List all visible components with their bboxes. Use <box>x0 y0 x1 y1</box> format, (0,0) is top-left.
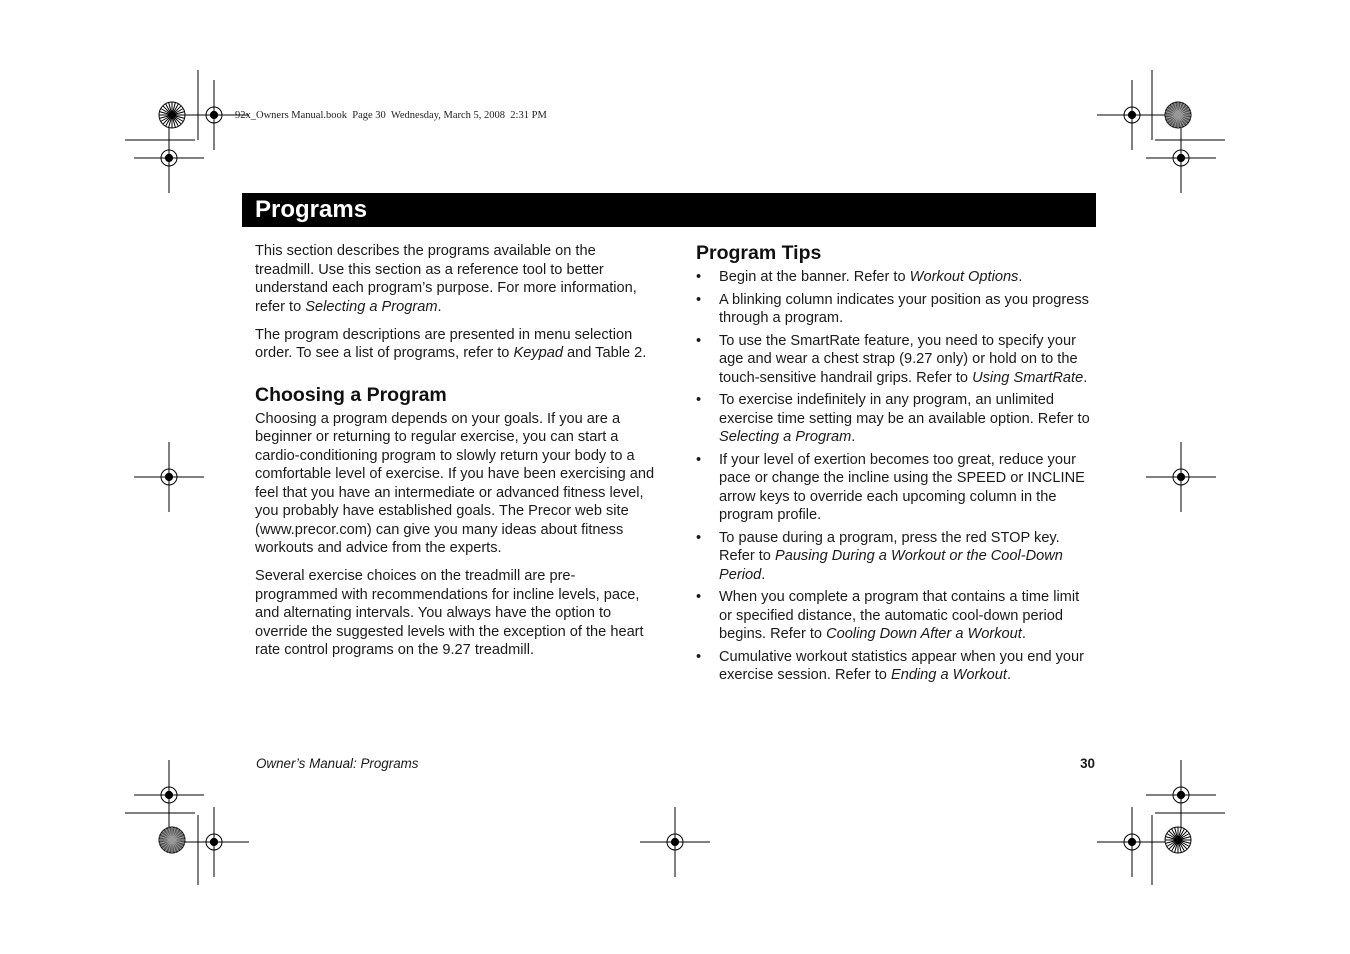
list-item: • Begin at the banner. Refer to Workout Options. <box>696 268 1096 287</box>
tips-heading: Program Tips <box>696 242 822 264</box>
cross-reference: Keypad <box>513 345 563 361</box>
cross-reference: Selecting a Program <box>305 298 438 315</box>
list-item: • A blinking column indicates your position as you progress through a program. <box>696 291 1096 328</box>
choosing-paragraph-2: Several exercise choices on the treadmill are pre-programmed with recommendations for incline levels, pace, and alternating intervals. You always have the option to override the suggested levels with the exception of the heart rate control programs on the 9.27 treadmill. <box>255 568 644 658</box>
intro-paragraph-1: This section describes the programs available on the treadmill. Use this section as a reference tool to better understand each program’s purpose. For more information, refer to Selecting a Program. <box>255 243 637 315</box>
list-item: • To pause during a program, press the red STOP key. Refer to Pausing During a Workout or the Cool-Down Period. <box>696 529 1096 585</box>
page-title: Programs <box>255 196 368 223</box>
list-item: • If your level of exertion becomes too great, reduce your pace or change the incline using the SPEED or INCLINE arrow keys to override each upcoming column in the program profile. <box>696 451 1096 525</box>
page-number: 30 <box>1080 756 1095 771</box>
intro-paragraph-2: The program descriptions are presented in menu selection order. To see a list of programs, refer to Keypad and Table 2. <box>255 326 647 361</box>
choosing-heading: Choosing a Program <box>255 383 447 406</box>
left-column <box>255 242 657 669</box>
list-item: • Cumulative workout statistics appear when you end your exercise session. Refer to Ending a Workout. <box>696 648 1096 685</box>
choosing-paragraph-1: Choosing a program depends on your goals. If you are a beginner or returning to regular exercise, you can start a cardio-conditioning program to slowly return your body to a comfortable level of exercise. If you have been exercising and feel that you have an intermediate or advanced fitness level, you probably have established goals. The Precor web site (www.precor.com) can give you many ideas about fitness workouts and advice from the experts. <box>255 410 655 556</box>
tips-list <box>696 268 1096 685</box>
title-banner <box>242 193 1096 227</box>
list-item: • To use the SmartRate feature, you need to specify your age and wear a chest strap (9.27 only) or hold on to the touch-sensitive handrail grips. Refer to Using SmartRate. <box>696 332 1096 388</box>
print-slug: 92x_Owners Manual.book Page 30 Wednesday, March 5, 2008 2:31 PM <box>235 110 547 121</box>
list-item: • To exercise indefinitely in any program, an unlimited exercise time setting may be an available option. Refer to Selecting a Program. <box>696 391 1096 447</box>
footer-title: Owner’s Manual: Programs <box>256 756 419 771</box>
list-item: • When you complete a program that contains a time limit or specified distance, the automatic cool-down period begins. Refer to Cooling Down After a Workout. <box>696 588 1096 644</box>
right-column <box>696 241 1096 689</box>
